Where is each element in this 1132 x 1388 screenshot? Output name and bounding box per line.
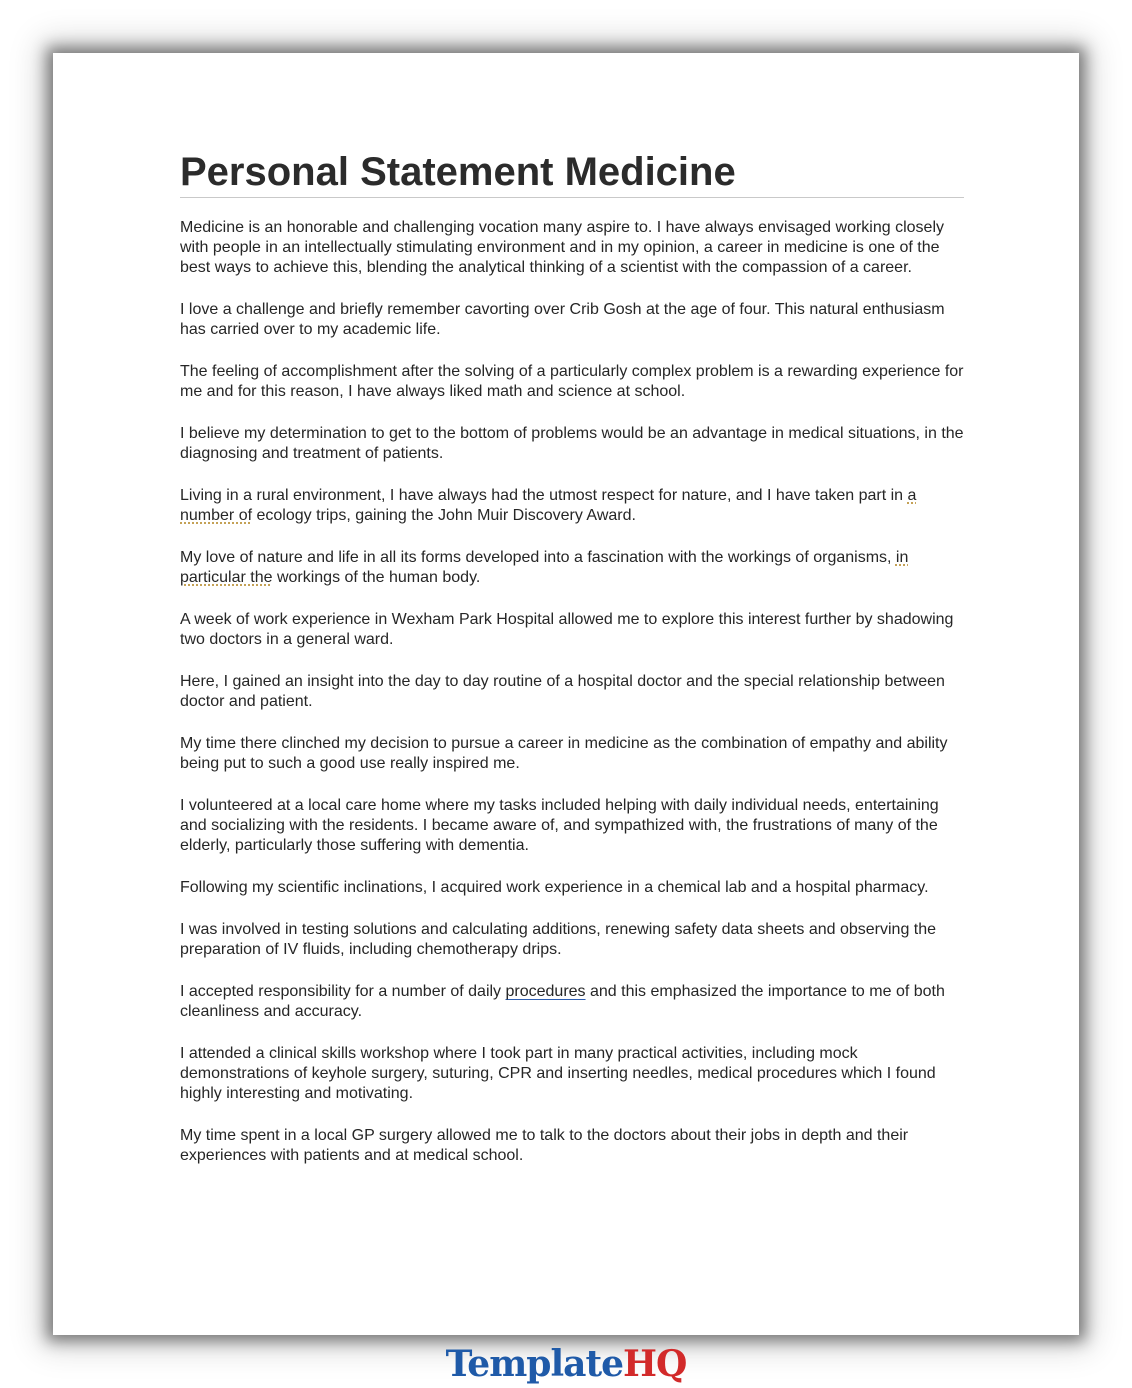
templatehq-logo — [0, 1340, 1132, 1388]
grammar-mark[interactable]: a number of — [180, 487, 917, 524]
paragraph-text: and this emphasized the importance to me of both cleanliness and accuracy. — [180, 983, 945, 1020]
logo-text-hq: HQ — [623, 1343, 687, 1385]
paragraph — [180, 548, 964, 588]
grammar-mark[interactable]: in particular the — [180, 549, 909, 586]
paragraph-text: Living in a rural environment, I have always had the utmost respect for nature, and I have taken part in — [180, 487, 908, 504]
document-body — [180, 218, 964, 1166]
paragraph: A week of work experience in Wexham Park Hospital allowed me to explore this interest further by shadowing two doctors in a general ward. — [180, 611, 954, 648]
paragraph-text: My love of nature and life in all its forms developed into a fascination with the workings of organisms, — [180, 549, 896, 566]
paragraph: Medicine is an honorable and challenging vocation many aspire to. I have always envisaged working closely with people in an intellectually stimulating environment and in my opinion, a career in medicine is one of the best ways to achieve this, blending the analytical thinking of a scientist with the compassion of a career. — [180, 219, 944, 276]
paragraph: Here, I gained an insight into the day to day routine of a hospital doctor and the special relationship between doctor and patient. — [180, 673, 945, 710]
paragraph — [180, 486, 964, 526]
document-content — [180, 149, 964, 1188]
paragraph-text: ecology trips, gaining the John Muir Discovery Award. — [252, 507, 636, 524]
paragraph: The feeling of accomplishment after the solving of a particularly complex problem is a rewarding experience for me and for this reason, I have always liked math and science at school. — [180, 363, 964, 400]
paragraph: My time there clinched my decision to pursue a career in medicine as the combination of empathy and ability being put to such a good use really inspired me. — [180, 735, 948, 772]
logo-text-template: Template — [445, 1343, 623, 1385]
paragraph: I volunteered at a local care home where my tasks included helping with daily individual needs, entertaining and socializing with the residents. I became aware of, and sympathized with, the frustrations of many of the elderly, particularly those suffering with dementia. — [180, 797, 939, 854]
paragraph: Following my scientific inclinations, I acquired work experience in a chemical lab and a hospital pharmacy. — [180, 879, 929, 896]
document-title: Personal Statement Medicine — [180, 149, 964, 198]
paragraph: I love a challenge and briefly remember cavorting over Crib Gosh at the age of four. This natural enthusiasm has carried over to my academic life. — [180, 301, 945, 338]
document-page — [53, 53, 1079, 1335]
paragraph — [180, 982, 964, 1022]
paragraph: I was involved in testing solutions and calculating additions, renewing safety data sheets and observing the preparation of IV fluids, including chemotherapy drips. — [180, 921, 937, 958]
paragraph: I attended a clinical skills workshop where I took part in many practical activities, including mock demonstrations of keyhole surgery, suturing, CPR and inserting needles, medical procedures which I found highly interesting and motivating. — [180, 1045, 936, 1102]
paragraph: My time spent in a local GP surgery allowed me to talk to the doctors about their jobs in depth and their experiences with patients and at medical school. — [180, 1127, 909, 1164]
paragraph: I believe my determination to get to the bottom of problems would be an advantage in medical situations, in the diagnosing and treatment of patients. — [180, 425, 964, 462]
paragraph-text: workings of the human body. — [272, 569, 481, 586]
paragraph-text: I accepted responsibility for a number of daily — [180, 983, 506, 1000]
spelling-mark[interactable]: procedures — [505, 983, 586, 1000]
